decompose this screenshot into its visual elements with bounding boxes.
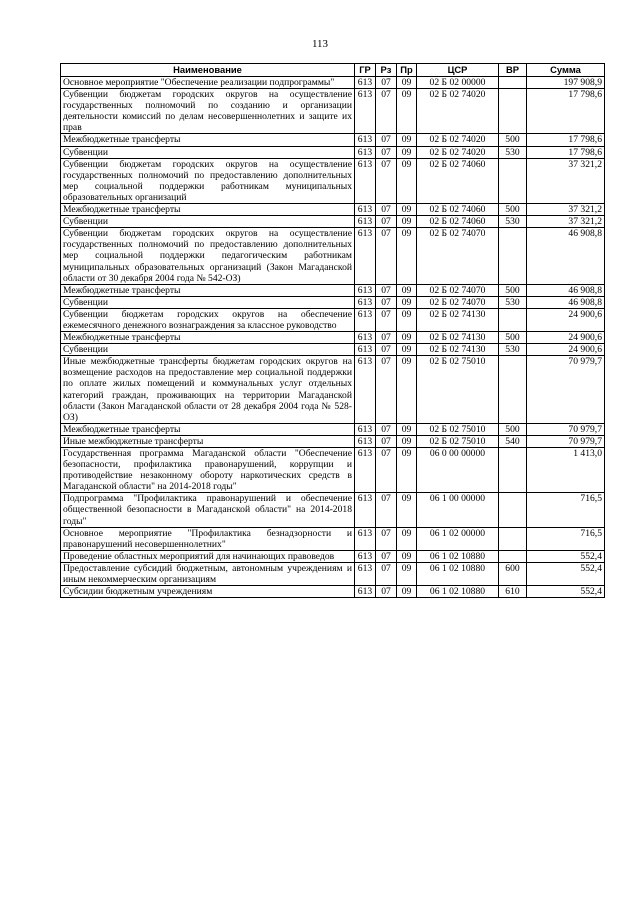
cell-sum: 197 908,9 xyxy=(527,77,605,89)
cell-csr: 02 Б 02 74070 xyxy=(417,228,499,284)
cell-csr: 02 Б 02 74020 xyxy=(417,89,499,134)
cell-rz: 07 xyxy=(376,550,397,562)
budget-table xyxy=(60,63,605,598)
cell-sum: 46 908,8 xyxy=(527,284,605,296)
table-row xyxy=(61,204,605,216)
cell-pr: 09 xyxy=(397,146,417,158)
cell-sum: 24 900,6 xyxy=(527,332,605,344)
cell-gr: 613 xyxy=(355,89,376,134)
cell-sum: 24 900,6 xyxy=(527,344,605,356)
cell-csr: 02 Б 02 75010 xyxy=(417,356,499,424)
cell-csr: 06 0 00 00000 xyxy=(417,448,499,493)
cell-vr: 530 xyxy=(499,344,527,356)
cell-sum: 70 979,7 xyxy=(527,423,605,435)
cell-rz: 07 xyxy=(376,435,397,447)
cell-csr: 06 1 02 10880 xyxy=(417,562,499,585)
table-row xyxy=(61,134,605,146)
cell-csr: 02 Б 02 74130 xyxy=(417,344,499,356)
cell-vr xyxy=(499,527,527,550)
cell-gr: 613 xyxy=(355,356,376,424)
cell-gr: 613 xyxy=(355,550,376,562)
cell-name: Межбюджетные трансферты xyxy=(61,284,355,296)
cell-sum: 37 321,2 xyxy=(527,204,605,216)
cell-sum: 46 908,8 xyxy=(527,228,605,284)
cell-vr xyxy=(499,356,527,424)
cell-name: Субвенции xyxy=(61,344,355,356)
table-row xyxy=(61,344,605,356)
cell-csr: 02 Б 02 74060 xyxy=(417,158,499,203)
cell-sum: 70 979,7 xyxy=(527,435,605,447)
table-row xyxy=(61,284,605,296)
cell-name: Предоставление субсидий бюджетным, автономным учреждениям и иным некоммерческим организациям xyxy=(61,562,355,585)
header-gr: ГР xyxy=(355,64,376,77)
table-row xyxy=(61,146,605,158)
cell-pr: 09 xyxy=(397,423,417,435)
cell-sum: 716,5 xyxy=(527,493,605,527)
cell-csr: 02 Б 02 74070 xyxy=(417,284,499,296)
cell-gr: 613 xyxy=(355,344,376,356)
cell-name: Основное мероприятие "Профилактика безнадзорности и правонарушений несовершеннолетних" xyxy=(61,527,355,550)
cell-csr: 06 1 02 10880 xyxy=(417,586,499,598)
table-row xyxy=(61,527,605,550)
table-row xyxy=(61,77,605,89)
cell-gr: 613 xyxy=(355,146,376,158)
cell-vr: 540 xyxy=(499,435,527,447)
header-sum: Сумма xyxy=(527,64,605,77)
cell-pr: 09 xyxy=(397,284,417,296)
cell-rz: 07 xyxy=(376,284,397,296)
cell-rz: 07 xyxy=(376,332,397,344)
cell-rz: 07 xyxy=(376,356,397,424)
cell-sum: 24 900,6 xyxy=(527,308,605,331)
cell-pr: 09 xyxy=(397,308,417,331)
cell-pr: 09 xyxy=(397,77,417,89)
table-row xyxy=(61,158,605,203)
cell-pr: 09 xyxy=(397,158,417,203)
cell-csr: 02 Б 02 74130 xyxy=(417,308,499,331)
cell-rz: 07 xyxy=(376,296,397,308)
cell-name: Субвенции xyxy=(61,146,355,158)
cell-name: Субвенции бюджетам городских округов на обеспечение ежемесячного денежного вознаграждения за классное руководство xyxy=(61,308,355,331)
cell-csr: 06 1 02 00000 xyxy=(417,527,499,550)
cell-gr: 613 xyxy=(355,493,376,527)
table-row xyxy=(61,296,605,308)
cell-rz: 07 xyxy=(376,158,397,203)
cell-csr: 02 Б 02 75010 xyxy=(417,435,499,447)
cell-name: Субвенции бюджетам городских округов на осуществление государственных полномочий по предоставлению дополнительных мер социальной поддержки работникам муниципальных образовательных организаций xyxy=(61,158,355,203)
cell-name: Межбюджетные трансферты xyxy=(61,423,355,435)
cell-sum: 17 798,6 xyxy=(527,134,605,146)
cell-vr: 530 xyxy=(499,216,527,228)
cell-gr: 613 xyxy=(355,216,376,228)
cell-rz: 07 xyxy=(376,527,397,550)
cell-rz: 07 xyxy=(376,77,397,89)
cell-gr: 613 xyxy=(355,435,376,447)
cell-pr: 09 xyxy=(397,448,417,493)
cell-sum: 552,4 xyxy=(527,586,605,598)
cell-sum: 552,4 xyxy=(527,562,605,585)
cell-gr: 613 xyxy=(355,562,376,585)
cell-gr: 613 xyxy=(355,134,376,146)
cell-name: Основное мероприятие "Обеспечение реализации подпрограммы" xyxy=(61,77,355,89)
cell-rz: 07 xyxy=(376,308,397,331)
cell-csr: 02 Б 02 74060 xyxy=(417,204,499,216)
cell-vr: 500 xyxy=(499,134,527,146)
cell-csr: 06 1 00 00000 xyxy=(417,493,499,527)
cell-vr: 500 xyxy=(499,284,527,296)
cell-name: Подпрограмма "Профилактика правонарушений и обеспечение общественной безопасности в Магаданской области" на 2014-2018 годы" xyxy=(61,493,355,527)
cell-pr: 09 xyxy=(397,493,417,527)
cell-pr: 09 xyxy=(397,228,417,284)
cell-rz: 07 xyxy=(376,423,397,435)
cell-csr: 02 Б 02 74020 xyxy=(417,134,499,146)
cell-vr: 610 xyxy=(499,586,527,598)
cell-pr: 09 xyxy=(397,204,417,216)
cell-rz: 07 xyxy=(376,228,397,284)
cell-gr: 613 xyxy=(355,586,376,598)
cell-rz: 07 xyxy=(376,562,397,585)
cell-rz: 07 xyxy=(376,134,397,146)
cell-rz: 07 xyxy=(376,216,397,228)
table-row xyxy=(61,550,605,562)
table-row xyxy=(61,435,605,447)
cell-sum: 1 413,0 xyxy=(527,448,605,493)
cell-sum: 37 321,2 xyxy=(527,216,605,228)
cell-pr: 09 xyxy=(397,586,417,598)
cell-pr: 09 xyxy=(397,356,417,424)
cell-name: Субвенции xyxy=(61,296,355,308)
cell-csr: 06 1 02 10880 xyxy=(417,550,499,562)
cell-gr: 613 xyxy=(355,448,376,493)
cell-name: Субвенции бюджетам городских округов на осуществление государственных полномочий по предоставлению дополнительных мер социальной поддержки педагогическим работникам муниципальных образовательных организаций (Закон Магаданской области от 30 декабря 2004 года № 542-ОЗ) xyxy=(61,228,355,284)
cell-gr: 613 xyxy=(355,332,376,344)
table-row xyxy=(61,228,605,284)
cell-name: Субвенции xyxy=(61,216,355,228)
cell-pr: 09 xyxy=(397,134,417,146)
cell-vr xyxy=(499,89,527,134)
cell-vr: 530 xyxy=(499,296,527,308)
cell-pr: 09 xyxy=(397,89,417,134)
cell-vr xyxy=(499,77,527,89)
cell-sum: 17 798,6 xyxy=(527,146,605,158)
cell-csr: 02 Б 02 74020 xyxy=(417,146,499,158)
cell-vr: 600 xyxy=(499,562,527,585)
cell-name: Межбюджетные трансферты xyxy=(61,204,355,216)
cell-csr: 02 Б 02 74130 xyxy=(417,332,499,344)
cell-gr: 613 xyxy=(355,158,376,203)
page-number: 113 xyxy=(311,38,329,50)
cell-rz: 07 xyxy=(376,448,397,493)
cell-sum: 17 798,6 xyxy=(527,89,605,134)
cell-name: Проведение областных мероприятий для начинающих правоведов xyxy=(61,550,355,562)
table-row xyxy=(61,586,605,598)
cell-gr: 613 xyxy=(355,527,376,550)
cell-name: Субсидии бюджетным учреждениям xyxy=(61,586,355,598)
table-row xyxy=(61,308,605,331)
cell-sum: 37 321,2 xyxy=(527,158,605,203)
header-pr: Пр xyxy=(397,64,417,77)
cell-rz: 07 xyxy=(376,344,397,356)
cell-csr: 02 Б 02 74060 xyxy=(417,216,499,228)
cell-vr xyxy=(499,228,527,284)
cell-gr: 613 xyxy=(355,284,376,296)
cell-name: Иные межбюджетные трансферты xyxy=(61,435,355,447)
cell-csr: 02 Б 02 00000 xyxy=(417,77,499,89)
cell-vr: 500 xyxy=(499,332,527,344)
header-row xyxy=(61,64,605,77)
cell-gr: 613 xyxy=(355,228,376,284)
cell-pr: 09 xyxy=(397,344,417,356)
table-row xyxy=(61,216,605,228)
cell-name: Межбюджетные трансферты xyxy=(61,332,355,344)
cell-vr xyxy=(499,493,527,527)
cell-pr: 09 xyxy=(397,296,417,308)
cell-pr: 09 xyxy=(397,332,417,344)
cell-rz: 07 xyxy=(376,204,397,216)
cell-pr: 09 xyxy=(397,527,417,550)
table-body xyxy=(61,77,605,598)
cell-sum: 70 979,7 xyxy=(527,356,605,424)
cell-vr: 500 xyxy=(499,204,527,216)
cell-vr xyxy=(499,448,527,493)
cell-vr: 500 xyxy=(499,423,527,435)
cell-rz: 07 xyxy=(376,586,397,598)
table-row xyxy=(61,493,605,527)
cell-vr: 530 xyxy=(499,146,527,158)
cell-vr xyxy=(499,550,527,562)
table-row xyxy=(61,562,605,585)
header-rz: Рз xyxy=(376,64,397,77)
cell-pr: 09 xyxy=(397,550,417,562)
cell-gr: 613 xyxy=(355,308,376,331)
cell-sum: 716,5 xyxy=(527,527,605,550)
table-row xyxy=(61,89,605,134)
table-row xyxy=(61,356,605,424)
cell-rz: 07 xyxy=(376,89,397,134)
cell-vr xyxy=(499,308,527,331)
cell-vr xyxy=(499,158,527,203)
cell-name: Иные межбюджетные трансферты бюджетам городских округов на возмещение расходов на предоставление мер социальной поддержки по оплате жилых помещений и коммунальных услуг отдельных категорий граждан, проживающих на территории Магаданской области (Закон Магаданской области от 28 декабря 2004 года № 528-ОЗ) xyxy=(61,356,355,424)
table-row xyxy=(61,332,605,344)
cell-sum: 552,4 xyxy=(527,550,605,562)
cell-name: Межбюджетные трансферты xyxy=(61,134,355,146)
cell-csr: 02 Б 02 74070 xyxy=(417,296,499,308)
cell-sum: 46 908,8 xyxy=(527,296,605,308)
cell-name: Субвенции бюджетам городских округов на осуществление государственных полномочий по созданию и организации деятельности комиссий по делам несовершеннолетних и защите их прав xyxy=(61,89,355,134)
table-row xyxy=(61,448,605,493)
cell-name: Государственная программа Магаданской области "Обеспечение безопасности, профилактика правонарушений, коррупции и противодействие незаконному обороту наркотических средств в Магаданской области" на 2014-2018 годы" xyxy=(61,448,355,493)
cell-pr: 09 xyxy=(397,216,417,228)
header-vr: ВР xyxy=(499,64,527,77)
cell-gr: 613 xyxy=(355,423,376,435)
table-row xyxy=(61,423,605,435)
cell-rz: 07 xyxy=(376,493,397,527)
cell-csr: 02 Б 02 75010 xyxy=(417,423,499,435)
table-header xyxy=(61,64,605,77)
cell-gr: 613 xyxy=(355,204,376,216)
header-csr: ЦСР xyxy=(417,64,499,77)
cell-rz: 07 xyxy=(376,146,397,158)
cell-pr: 09 xyxy=(397,562,417,585)
cell-gr: 613 xyxy=(355,77,376,89)
header-name: Наименование xyxy=(61,64,355,77)
cell-gr: 613 xyxy=(355,296,376,308)
cell-pr: 09 xyxy=(397,435,417,447)
